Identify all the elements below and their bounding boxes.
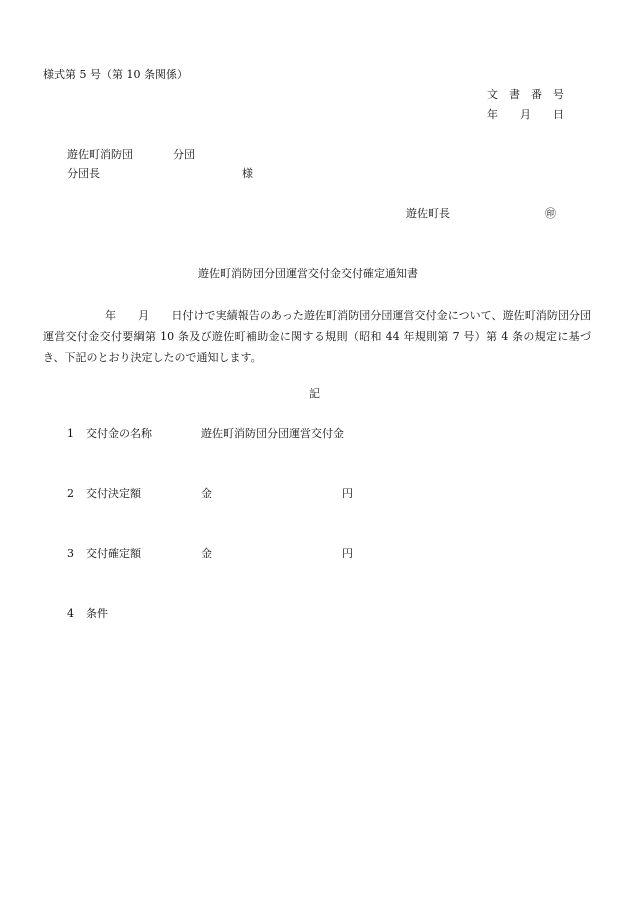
item-value: 遊佐町消防団分団運営交付金: [201, 427, 344, 440]
issue-date: 年 月 日: [487, 108, 564, 121]
item-unit: 円: [342, 487, 353, 500]
item-label: 交付確定額: [86, 547, 141, 560]
item-label: 交付金の名称: [86, 427, 152, 440]
ki-heading: 記: [309, 387, 320, 400]
document-title: 遊佐町消防団分団運営交付金交付確定通知書: [198, 267, 418, 280]
item-number: 4: [67, 607, 74, 620]
item-value: 金: [201, 547, 212, 560]
item-label: 条件: [86, 607, 108, 620]
item-number: 1: [67, 427, 74, 440]
seal-mark: ㊞: [545, 207, 556, 220]
item-number: 3: [67, 547, 74, 560]
recipient-branch: 分団: [173, 148, 195, 161]
item-value: 金: [201, 487, 212, 500]
form-label: 様式第 5 号（第 10 条関係）: [43, 68, 188, 81]
document-number: 文 書 番 号: [487, 88, 564, 101]
sender-name: 遊佐町長: [406, 207, 450, 220]
item-number: 2: [67, 487, 74, 500]
recipient-org: 遊佐町消防団: [67, 148, 133, 161]
recipient-title: 分団長: [67, 167, 100, 180]
item-label: 交付決定額: [86, 487, 141, 500]
body-paragraph: 年 月 日付けで実績報告のあった遊佐町消防団分団運営交付金について、遊佐町消防団分団運営交付金交付要綱第 10 条及び遊佐町補助金に関する規則（昭和 44 年規則第 7 号）第 4 条の規定に基づき、下記のとおり決定したので通知します。: [43, 309, 591, 364]
item-unit: 円: [342, 547, 353, 560]
recipient-honorific: 様: [242, 167, 253, 180]
